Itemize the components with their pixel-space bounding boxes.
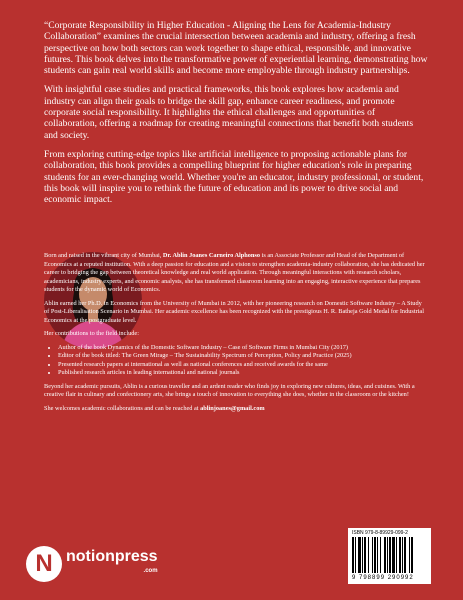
isbn-barcode (348, 528, 431, 584)
bio-paragraph-3: Her contributions to the field include: (44, 330, 139, 337)
description-paragraph-2: With insightful case studies and practical frameworks, this book explores how academia and industry can align their goals to bridge the skill gap, enhance career readiness, and promote corporate social responsibility. It highlights the ethical challenges and opportunities of collaboration, offering a roadmap for creating meaningful connections that benefit both students and society. (44, 84, 414, 141)
list-item: • Published research articles in leading international and national journals (58, 369, 428, 378)
barcode-bar (413, 537, 414, 573)
list-item: • Presented research papers at international as well as national conferences and received awards for the same (58, 361, 428, 370)
bio-intro-continued: is an Associate Professor and Head of the Department of Economics at a reputed institution. With a deep passion for education and a vision to strengthen academia-industry collaboration, she has dedicated her career to bridging the gap between theoretical knowledge and real world application. Through meaningful interactions with research scholars, academicians, industry experts, and economic analysts, she has transformed classroom learning into an engaging, interactive experience that prepares students for the dynamic world of Economics. (44, 252, 425, 293)
author-email: ablinjoanes@gmail.com (200, 404, 265, 412)
isbn-number: ISBN 979-8-89929-099-2 (352, 530, 408, 536)
list-item: • Editor of the book titled: The Green Mirage – The Sustainability Spectrum of Perception, Policy and Practice (2025) (58, 352, 428, 361)
logo-wordmark (66, 549, 158, 579)
description-paragraph-3: From exploring cutting-edge topics like artificial intelligence to proposing actionable plans for collaboration, this book provides a compelling blueprint for higher education's role in preparing students for an ever-changing world. Whether you're an educator, industry professional, or student, this book will inspire you to rethink the future of education and its power to drive social and economic impact. (44, 148, 424, 206)
logo-letter: N (35, 550, 53, 577)
bio-paragraph-4: Beyond her academic pursuits, Ablin is a curious traveller and an ardent reader who finds joy in exploring new cultures, ideas, and cuisines. With a creative flair in culinary and confectionery arts, she brings a touch of innovation to everything she does, whether in the classroom or the kitchen! (44, 382, 415, 398)
bio-paragraph-1 (44, 252, 428, 295)
contributions-list (44, 344, 428, 378)
logo-circle-icon (26, 546, 62, 582)
bio-paragraph-5 (44, 405, 428, 414)
author-name: Dr. Ablin Joanes Carneiro Alphonso (162, 252, 261, 259)
logo-name: notionpress (66, 548, 158, 565)
author-bio (44, 252, 428, 418)
description-paragraph-1: “Corporate Responsibility in Higher Education - Aligning the Lens for Academia-Industry Collaboration” examines the crucial intersection between academia and industry, offering a fresh perspective on how both sectors can work together to shape ethical, responsible, and innovative futures. This book delves into the transformative power of experiential learning, demonstrating how students can gain real world skills and become more employable through industry partnerships. (44, 20, 428, 77)
publisher-logo (26, 544, 158, 584)
book-description (44, 20, 428, 213)
barcode-digits: 9 798899 290992 (352, 575, 414, 581)
barcode-icon (352, 537, 426, 573)
contact-text: She welcomes academic collaborations and can be reached at (44, 404, 199, 412)
logo-suffix: .com (143, 568, 158, 574)
list-item: • Author of the book Dynamics of the Domestic Software Industry – Case of Software Firms in Mumbai City (2017) (58, 344, 428, 353)
bio-intro-text: Born and raised in the vibrant city of Mumbai, (44, 252, 162, 259)
bio-paragraph-2: Ablin earned her Ph.D. in Economics from the University of Mumbai in 2012, with her pioneering research on Domestic Software Industry – A Study of Post-Liberalisation Scenario in Mumbai. Her academic excellence has been recognized with the prestigious H. R. Batheja Gold Medal for Industrial Economics at the postgraduate level. (44, 299, 424, 324)
